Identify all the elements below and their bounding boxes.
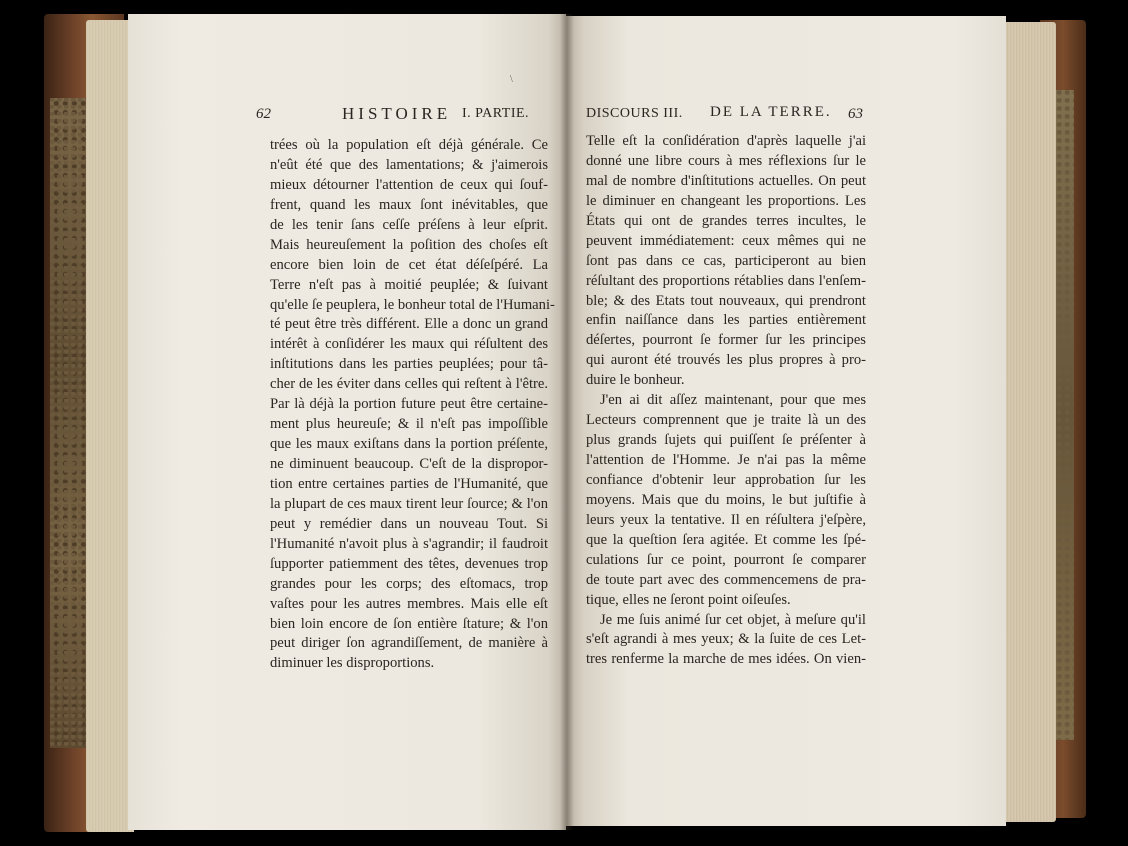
text-line: États qui ont de grandes terres incultes, le xyxy=(586,212,866,229)
text-line: Lecteurs comprennent que je traite là un des xyxy=(586,412,866,429)
text-line: Terre n'eſt pas à moitié peuplée; & ſuivant xyxy=(270,276,548,293)
text-line: qui auront été trouvés les plus propres à pro- xyxy=(586,352,866,369)
right-page-edges xyxy=(1004,22,1056,822)
text-line: moyens. Mais que du moins, le but juſtifie à xyxy=(586,491,866,508)
text-line: Je me ſuis animé ſur cet objet, à meſure qu'il xyxy=(600,611,866,628)
text-line: déſertes, pourront ſe former ſur les principes xyxy=(586,332,866,349)
text-line: tique, elles ne ſeront point oiſeuſes. xyxy=(586,591,791,608)
text-line: culations ſur ce point, pourront ſe comparer xyxy=(586,551,866,568)
stray-mark: \ xyxy=(510,74,513,85)
text-line: ble; & des Etats tout nouveaux, qui prendront xyxy=(586,292,866,309)
text-line: ne diminuent beaucoup. C'eſt de la dispropor- xyxy=(270,456,548,472)
text-line: s'eſt agrandi à mes yeux; & la ſuite de ces Let- xyxy=(586,631,866,648)
text-line: que la queſtion ſera agitée. Et comme les ſpé- xyxy=(586,531,866,548)
text-line: mieux détourner l'attention de ceux qui ſouf- xyxy=(270,176,548,193)
left-running-title: HISTOIRE xyxy=(342,104,452,123)
text-line: le diminuer en changeant les proportions. Les xyxy=(586,192,866,209)
text-line: n'eût été que des lamentations; & j'aimerois xyxy=(270,156,548,173)
text-line: enfin naiſſance dans les parties entièrement xyxy=(586,312,866,329)
text-line: ment plus heureuſe; & il n'eſt pas impoſſible xyxy=(270,416,548,433)
text-line: donné une libre cours à mes réflexions ſur le xyxy=(586,152,866,169)
text-line: que les maux exiſtans dans la portion préſente, xyxy=(270,436,548,453)
text-line: té peut être très différent. Elle a donc un grand xyxy=(270,316,548,333)
text-line: qu'elle ſe peuplera, le bonheur total de l'Humani- xyxy=(270,296,555,313)
text-line: Par là déjà la portion future peut être certaine- xyxy=(270,396,548,413)
text-line: tres renferme la marche de mes idées. On vien- xyxy=(586,651,866,668)
text-line: ſupporter patiemment des têtes, devenues trop xyxy=(270,555,548,572)
left-page-number: 62 xyxy=(256,106,271,122)
left-part-label: I. PARTIE. xyxy=(462,106,530,121)
text-line: tion entre certaines parties de l'Humanité, que xyxy=(270,475,548,492)
text-line: l'attention de l'Homme. Je n'ai pas la même xyxy=(586,452,866,468)
right-running-title-discours: DISCOURS III. xyxy=(586,106,683,121)
book-gutter xyxy=(560,14,574,830)
text-line: leurs yeux la tentative. Il en réſultera j'eſpère, xyxy=(586,511,866,528)
right-running-title-terre: DE LA TERRE. xyxy=(710,104,832,120)
text-line: Telle eſt la conſidération d'après laquelle j'ai xyxy=(586,133,866,149)
right-page-body xyxy=(586,132,866,670)
text-line: intérêt à conſidérer les maux qui réſultent des xyxy=(270,336,548,353)
text-line: duire le bonheur. xyxy=(586,372,685,389)
text-line: diminuer les disproportions. xyxy=(270,655,435,672)
text-line: de toute part avec des commencemens de pra- xyxy=(586,571,866,588)
left-page-body xyxy=(270,136,555,674)
text-line: grandes pour les corps; des eſtomacs, trop xyxy=(270,575,548,592)
text-line: inſtitutions dans les parties peuplées; pour tâ- xyxy=(270,356,548,373)
text-line: Mais heureuſement la poſition des choſes eſt xyxy=(270,236,548,253)
text-line: de les tenir ſans ceſſe préſens à leur eſprit. xyxy=(270,216,548,233)
text-line: vaſtes pour les autres membres. Mais elle eſt xyxy=(270,595,548,612)
text-line: trées où la population eſt déjà générale. Ce xyxy=(270,137,548,153)
right-page-number: 63 xyxy=(848,106,863,122)
text-line: J'en ai dit aſſez maintenant, pour que mes xyxy=(600,392,866,409)
text-line: plus grands ſujets qui puiſſent ſe préſenter à xyxy=(586,432,866,449)
left-marbled-board xyxy=(50,98,86,748)
text-line: bien loin encore de ſon entière ſtature; & l'on xyxy=(270,615,548,632)
text-line: peuvent immédiatement: ceux mêmes qui ne xyxy=(586,232,866,249)
text-line: encore bien loin de cet état déſeſpéré. La xyxy=(270,256,548,273)
text-line: mal de nombre d'inſtitutions actuelles. On peut xyxy=(586,172,866,189)
text-line: la plupart de ces maux tirent leur ſource; & l'on xyxy=(270,495,548,512)
text-line: réſultant des proportions rétablies dans l'enſem- xyxy=(586,272,866,289)
text-line: ſont pas dans ce cas, participeront au bien xyxy=(586,252,866,269)
text-line: cher de les éviter dans celles qui reſtent à l'être. xyxy=(270,376,548,393)
text-line: peut diriger ſon agrandiſſement, de manière à xyxy=(270,635,548,652)
left-page-edges xyxy=(86,20,134,832)
text-line: frent, quand les maux ſont inévitables, que xyxy=(270,196,548,213)
text-line: confiance d'obtenir leur approbation ſur les xyxy=(586,471,866,488)
text-line: l'Humanité n'avoit plus à s'agrandir; il faudroit xyxy=(270,535,548,552)
text-line: peut y remédier dans un nouveau Tout. Si xyxy=(270,515,548,532)
